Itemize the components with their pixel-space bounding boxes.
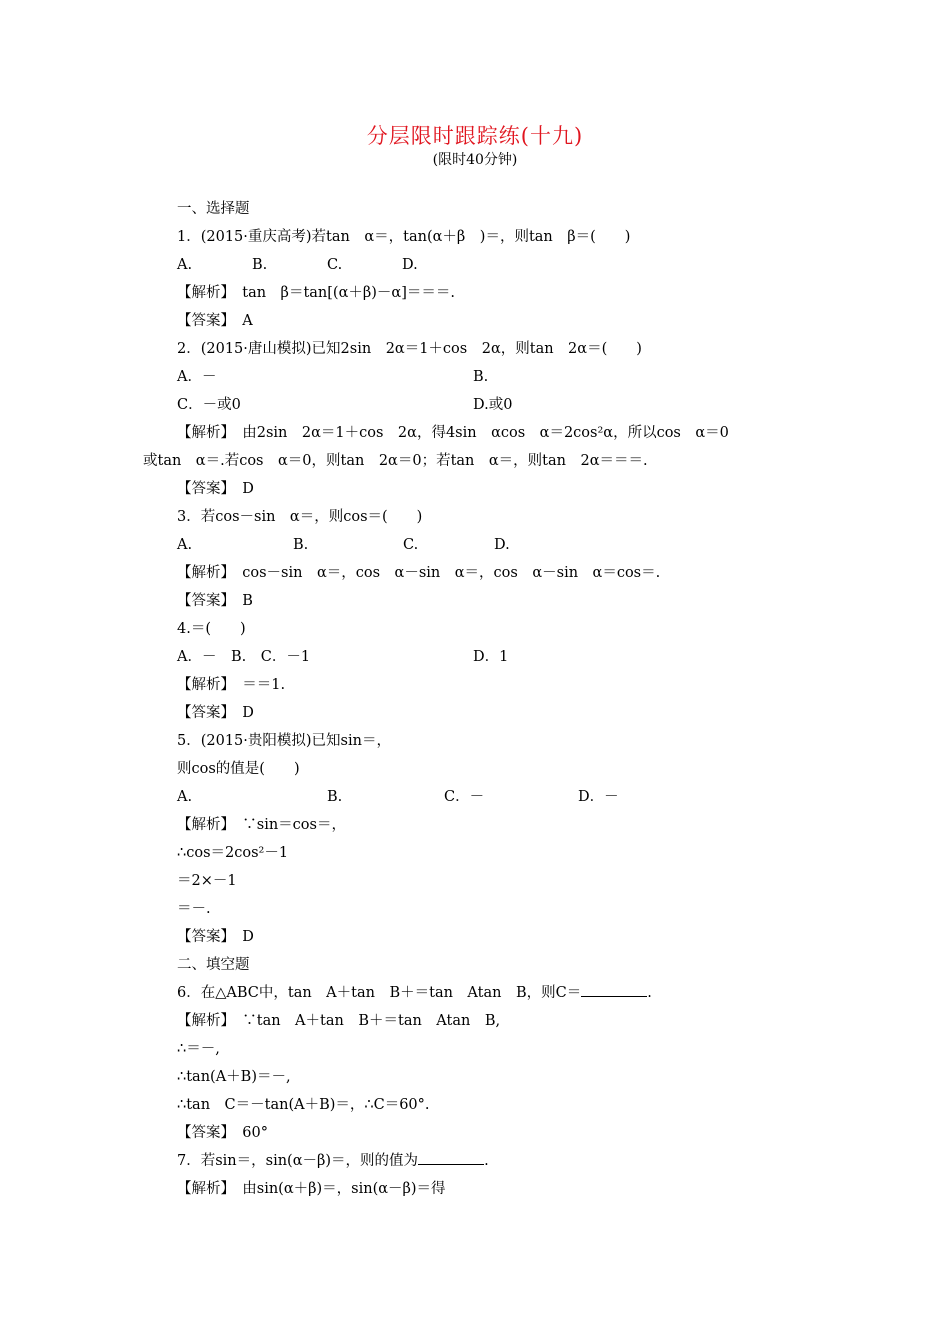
solution-2-cont: 或tan α＝.若cos α＝0，则tan 2α＝0；若tan α＝，则tan 2α＝＝＝. bbox=[143, 453, 648, 469]
option-b: B. bbox=[473, 369, 489, 385]
question-5: 5．(2015·贵阳模拟)已知sin＝， bbox=[177, 733, 391, 749]
option-b: B. bbox=[252, 257, 268, 273]
solution-6-step2: ∴tan(A＋B)＝－, bbox=[177, 1069, 291, 1085]
solution-3: 【解析】 cos－sin α＝，cos α－sin α＝，cos α－sin α＝cos＝. bbox=[177, 565, 661, 581]
option-d: D．1 bbox=[473, 649, 509, 665]
solution-5: 【解析】 ∵sin＝cos＝， bbox=[177, 817, 346, 833]
option-a: A. bbox=[177, 537, 193, 553]
solution-1: 【解析】 tan β＝tan[(α＋β)－α]＝＝＝. bbox=[177, 285, 455, 301]
question-7 bbox=[177, 1150, 489, 1172]
question-4: 4.＝( ) bbox=[177, 621, 246, 637]
solution-6-step1: ∴＝－, bbox=[177, 1041, 220, 1057]
solution-6: 【解析】 ∵tan A＋tan B＋＝tan Atan B, bbox=[177, 1013, 501, 1029]
option-c: C．－ bbox=[444, 789, 485, 805]
option-a: A. bbox=[177, 257, 193, 273]
question-6-end: . bbox=[647, 985, 652, 1001]
question-5-cont: 则cos的值是( ) bbox=[177, 761, 300, 777]
solution-2: 【解析】 由2sin 2α＝1＋cos 2α，得4sin αcos α＝2cos²α，所以cos α＝0 bbox=[177, 425, 729, 441]
section-heading-fill: 二、填空题 bbox=[177, 957, 250, 973]
section-heading-choice: 一、选择题 bbox=[177, 201, 250, 217]
question-3: 3．若cos－sin α＝，则cos＝( ) bbox=[177, 509, 423, 525]
answer-6: 【答案】 60° bbox=[177, 1125, 268, 1141]
question-2: 2．(2015·唐山模拟)已知2sin 2α＝1＋cos 2α，则tan 2α＝( ) bbox=[177, 341, 642, 357]
question-6-text: 6．在△ABC中，tan A＋tan B＋＝tan Atan B，则C＝ bbox=[177, 985, 582, 1001]
option-b: B. bbox=[327, 789, 343, 805]
option-c: C. bbox=[327, 257, 343, 273]
solution-5-step3: ＝－. bbox=[177, 901, 211, 917]
question-7-text: 7．若sin＝，sin(α－β)＝，则的值为 bbox=[177, 1153, 419, 1169]
option-d: D．－ bbox=[578, 789, 619, 805]
question-6 bbox=[177, 982, 652, 1004]
option-c: C. bbox=[403, 537, 419, 553]
option-d: D. bbox=[402, 257, 418, 273]
option-a: A．－ bbox=[177, 369, 217, 385]
page-subtitle: (限时40分钟) bbox=[432, 152, 518, 168]
answer-5: 【答案】 D bbox=[177, 929, 254, 945]
solution-5-step1: ∴cos＝2cos²－1 bbox=[177, 845, 289, 861]
option-abc: A．－ B. C．－1 bbox=[177, 649, 311, 665]
question-7-end: . bbox=[484, 1153, 489, 1169]
option-d: D. bbox=[494, 537, 510, 553]
option-d: D.或0 bbox=[473, 397, 513, 413]
answer-3: 【答案】 B bbox=[177, 593, 253, 609]
option-c: C．－或0 bbox=[177, 397, 241, 413]
option-b: B. bbox=[293, 537, 309, 553]
answer-blank bbox=[418, 1150, 484, 1165]
solution-6-step3: ∴tan C＝－tan(A＋B)＝，∴C＝60°. bbox=[177, 1097, 430, 1113]
option-a: A. bbox=[177, 789, 193, 805]
answer-2: 【答案】 D bbox=[177, 481, 254, 497]
solution-4: 【解析】 ＝＝1. bbox=[177, 677, 286, 693]
question-1: 1．(2015·重庆高考)若tan α＝，tan(α＋β )＝，则tan β＝( ) bbox=[177, 229, 631, 245]
answer-1: 【答案】 A bbox=[177, 313, 253, 329]
solution-7: 【解析】 由sin(α＋β)＝，sin(α－β)＝得 bbox=[177, 1181, 446, 1197]
answer-4: 【答案】 D bbox=[177, 705, 254, 721]
solution-5-step2: ＝2×－1 bbox=[177, 873, 237, 889]
page-title: 分层限时跟踪练(十九) bbox=[366, 124, 584, 148]
answer-blank bbox=[581, 982, 647, 997]
